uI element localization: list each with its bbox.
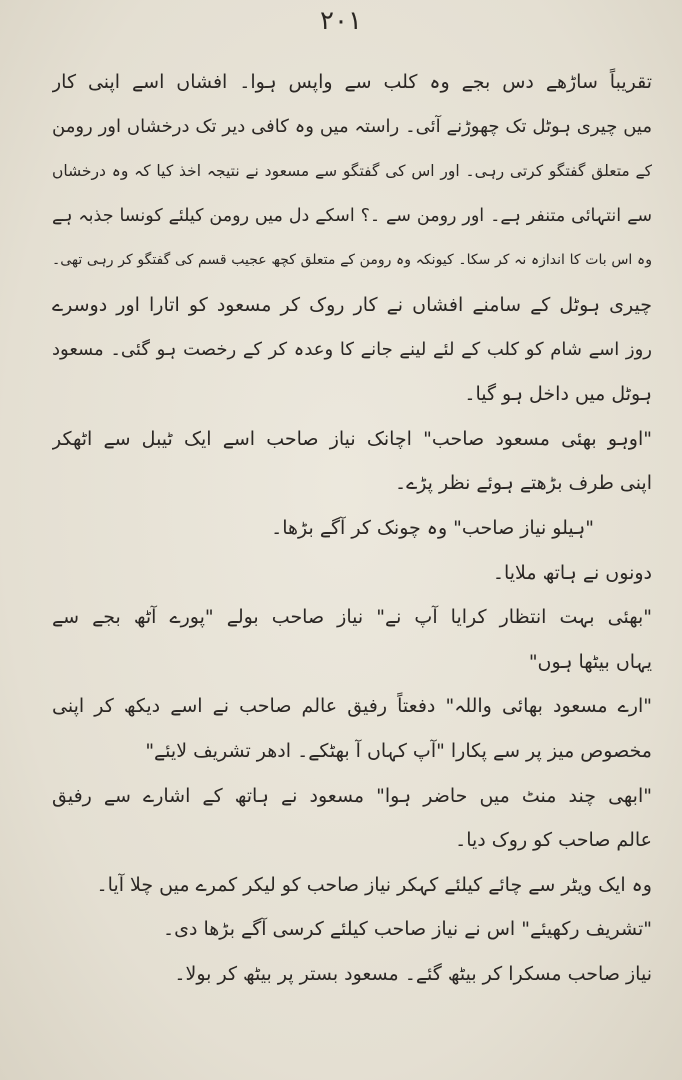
text-line: ہوٹل میں داخل ہو گیا۔: [464, 383, 652, 406]
text-line: روز اسے شام کو کلب کے لئے لینے جانے کا وعدہ کر کے رخصت ہو گئی۔ مسعود: [52, 338, 652, 360]
text-line: مخصوص میز پر سے پکارا "آپ کہاں آ بھٹکے۔ ادھر تشریف لایئے": [145, 739, 652, 762]
text-line: اپنی طرف بڑھتے ہوئے نظر پڑے۔: [394, 472, 652, 495]
text-line: میں چیری ہوٹل تک چھوڑنے آئی۔ راستہ میں وہ کافی دیر تک درخشاں اور رومن: [52, 115, 652, 137]
text-line: وہ اس بات کا اندازہ نہ کر سکا۔ کیونکہ وہ رومن کے متعلق کچھ عجیب قسم کی گفتگو کر رہی تھی۔: [52, 252, 652, 269]
text-line: عالم صاحب کو روک دیا۔: [455, 829, 652, 852]
text-line: "ابھی چند منٹ میں حاضر ہوا" مسعود نے ہاتھ کے اشارے سے رفیق: [52, 784, 652, 807]
text-line: "ہیلو نیاز صاحب" وہ چونک کر آگے بڑھا۔: [271, 516, 594, 539]
text-line: تقریباً ساڑھے دس بجے وہ کلب سے واپس ہوا۔ افشاں اسے اپنی کار: [52, 71, 652, 93]
text-line: دونوں نے ہاتھ ملایا۔: [492, 561, 652, 584]
text-line: "بھئی بہت انتظار کرایا آپ نے" نیاز صاحب بولے "پورے آٹھ بجے سے: [52, 606, 652, 629]
text-line: نیاز صاحب مسکرا کر بیٹھ گئے۔ مسعود بستر پر بیٹھ کر بولا۔: [174, 962, 652, 985]
text-line: "تشریف رکھیئے" اس نے نیاز صاحب کیلئے کرسی آگے بڑھا دی۔: [162, 918, 652, 941]
text-line: وہ ایک ویٹر سے چائے کیلئے کہکر نیاز صاحب کو لیکر کمرے میں چلا آیا۔: [96, 873, 652, 896]
body-text: [52, 60, 652, 996]
text-line: یہاں بیٹھا ہوں": [528, 650, 652, 673]
page-number: ۲۰۱: [320, 6, 362, 36]
text-line: "اوہو بھئی مسعود صاحب" اچانک نیاز صاحب اسے ایک ٹیبل سے اٹھکر: [52, 427, 652, 450]
text-line: "ارے مسعود بھائی واللہ" دفعتاً رفیق عالم صاحب نے اسے دیکھ کر اپنی: [52, 695, 652, 718]
text-line: سے انتہائی متنفر ہے۔ اور رومن سے ۔؟ اسکے دل میں رومن کیلئے کونسا جذبہ ہے: [52, 205, 652, 226]
text-line: چیری ہوٹل کے سامنے افشاں نے کار روک کر مسعود کو اتارا اور دوسرے: [52, 293, 652, 316]
text-line: کے متعلق گفتگو کرتی رہی۔ اور اس کی گفتگو سے مسعود نے نتیجہ اخذ کیا کہ وہ درخشاں: [52, 162, 652, 181]
